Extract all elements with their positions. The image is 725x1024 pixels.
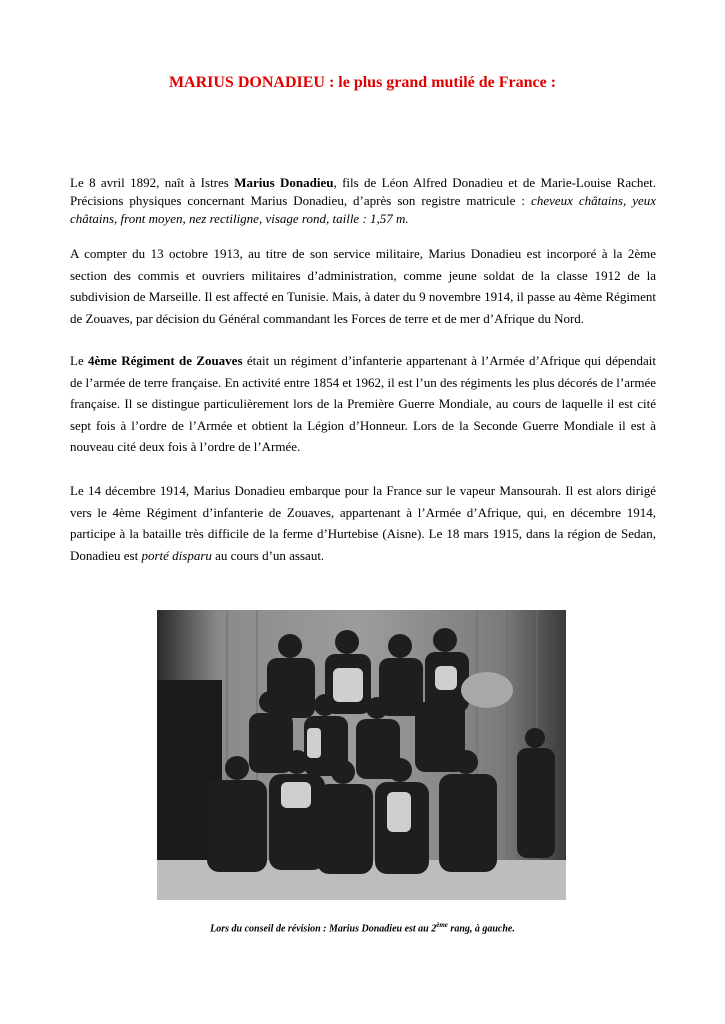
caption-text: rang, à gauche. <box>447 923 515 935</box>
paragraph-birth <box>70 174 656 228</box>
group-photo <box>157 610 566 900</box>
text-run: Le 8 avril 1892, naît à Istres <box>70 175 235 190</box>
bold-name: Marius Donadieu <box>234 175 334 190</box>
italic-description: cheveux châtains, yeux châtains, front moyen, nez rectiligne, visage rond, taille : 1,57 m. <box>70 193 657 226</box>
text-run: Le <box>70 353 89 368</box>
italic-missing: porté disparu <box>141 547 212 563</box>
page-title: MARIUS DONADIEU : le plus grand mutilé de France : <box>168 74 557 91</box>
paragraph-regiment <box>70 350 656 458</box>
paragraph-embark <box>70 480 656 566</box>
text-run: Le 14 décembre 1914, Marius Donadieu embarque pour la France sur le vapeur Mansourah. Il est alors dirigé vers le 4ème Régiment d’infanterie de Zouaves, appartenant à l’Armée d’Afrique, qui, en décembre 1914, participe à la bataille très difficile de la ferme d’Hurtebise (Aisne). Le 18 mars 1915, dans la région de Sedan, Donadieu est <box>70 483 656 563</box>
caption-text: Lors du conseil de révision : Marius Donadieu est au 2 <box>210 923 437 935</box>
text-run: au cours d’un assaut. <box>211 547 325 563</box>
caption-superscript: ème <box>436 921 448 929</box>
text-run: était un régiment d’infanterie appartenant à l’Armée d’Afrique qui dépendait de l’armée de terre française. En activité entre 1854 et 1962, il est l’un des régiments les plus décorés de l’armée française. Il se distingue particulièrement lors de la Première Guerre Mondiale, au cours de laquelle il est cité sept fois à l’ordre de l’Armée et obtient la Légion d’Honneur. Lors de la Seconde Guerre Mondiale il est à nouveau cité deux fois à l’ordre de l’Armée. <box>70 353 656 454</box>
text-run: , fils de Léon Alfred Donadieu et de Marie-Louise Rachet. Précisions physiques concernant Marius Donadieu, d’après son registre matricule : <box>70 175 657 208</box>
photo-caption <box>0 921 725 934</box>
paragraph-service: A compter du 13 octobre 1913, au titre de son service militaire, Marius Donadieu est incorporé à la 2ème section des commis et ouvriers militaires d’administration, comme jeune soldat de la classe 1912 de la subdivision de Marseille. Il est affecté en Tunisie. Mais, à dater du 9 novembre 1914, il passe au 4ème Régiment de Zouaves, par décision du Général commandant les Forces de terre et de mer d’Afrique du Nord. <box>70 246 656 326</box>
bold-regiment: 4ème Régiment de Zouaves <box>88 353 243 368</box>
